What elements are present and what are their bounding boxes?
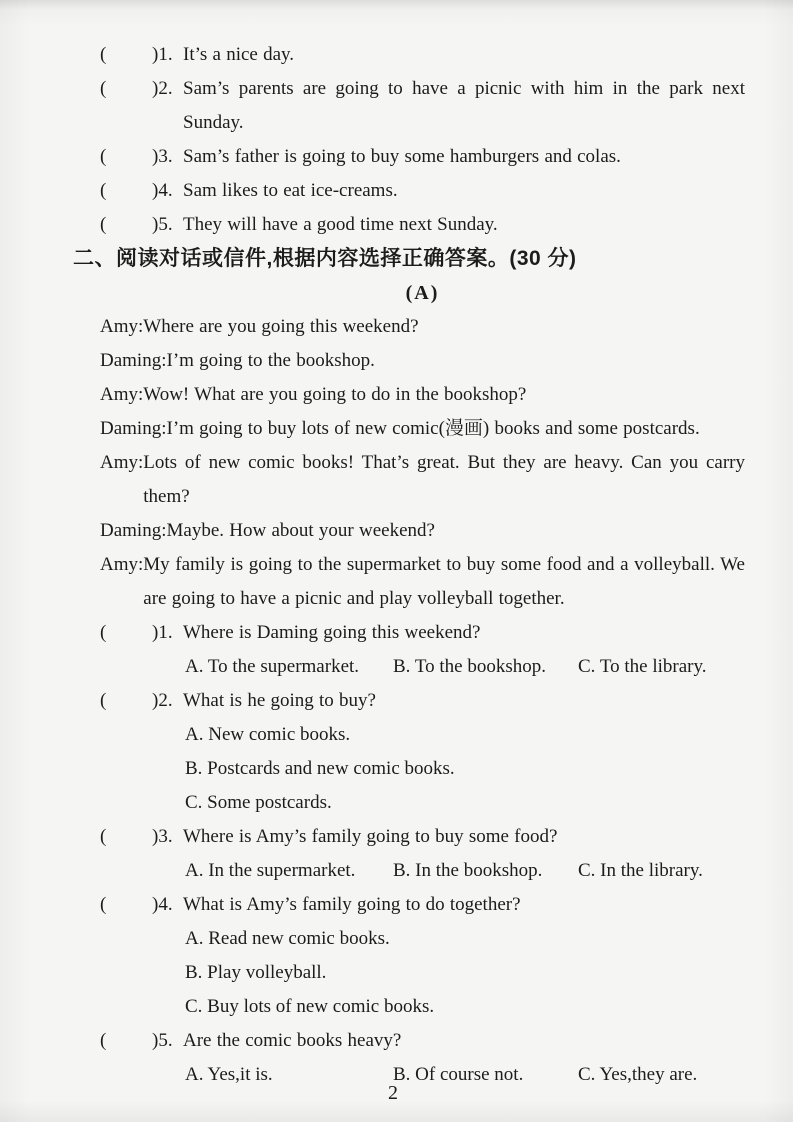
answer-paren-open: ( [100, 44, 107, 65]
answer-option: C. Buy lots of new comic books. [185, 996, 435, 1017]
answer-option: C. To the library. [578, 656, 707, 677]
statement-row [100, 140, 745, 174]
question-row [100, 684, 745, 718]
dialogue-line [100, 514, 745, 548]
statement-text: Sam’s father is going to buy some hamburgers and colas. [183, 146, 621, 167]
answer-option: B. Play volleyball. [185, 962, 327, 983]
answer-option: A. In the supermarket. [185, 860, 356, 881]
speaker-name: Amy: [100, 384, 144, 405]
section-title: 二、阅读对话或信件,根据内容选择正确答案。(30 分) [73, 247, 577, 270]
question-block [100, 888, 745, 1024]
dialogue-line [100, 446, 745, 514]
dialogue-line [100, 310, 745, 344]
speaker-name: Daming: [100, 520, 167, 541]
question-text: Are the comic books heavy? [183, 1030, 402, 1051]
answer-option: A. Read new comic books. [185, 928, 390, 949]
speaker-name: Amy: [100, 316, 144, 337]
speaker-name: Amy: [100, 452, 144, 473]
speaker-name: Amy: [100, 554, 144, 575]
statement-number: )5. [152, 214, 173, 235]
question-number: )3. [152, 826, 173, 847]
answer-paren-open: ( [100, 894, 107, 915]
dialogue-text: Where are you going this weekend? [143, 316, 419, 337]
statement-text: They will have a good time next Sunday. [183, 214, 498, 235]
answer-paren-open: ( [100, 622, 107, 643]
true-false-statement-list [100, 38, 745, 242]
dialogue-text: Lots of new comic books! That’s great. But they are heavy. Can you carry them? [143, 452, 745, 507]
question-number: )1. [152, 622, 173, 643]
speaker-name: Daming: [100, 350, 167, 371]
statement-row [100, 208, 745, 242]
question-row [100, 820, 745, 854]
question-number: )2. [152, 690, 173, 711]
options-row [185, 650, 745, 684]
dialogue-line [100, 344, 745, 378]
answer-paren-open: ( [100, 826, 107, 847]
passage-label: (A) [405, 282, 440, 304]
question-number: )5. [152, 1030, 173, 1051]
answer-paren-open: ( [100, 1030, 107, 1051]
statement-number: )4. [152, 180, 173, 201]
statement-row [100, 38, 745, 72]
dialogue-line [100, 378, 745, 412]
dialogue-text: My family is going to the supermarket to buy some food and a volleyball. We are going to have a picnic and play volleyball together. [143, 554, 745, 609]
question-row [100, 888, 745, 922]
question-text: What is Amy’s family going to do together? [183, 894, 521, 915]
statement-number: )2. [152, 78, 173, 99]
dialogue-line [100, 548, 745, 616]
speaker-name: Daming: [100, 418, 167, 439]
answer-option: B. Of course not. [393, 1064, 524, 1085]
answer-option: C. Some postcards. [185, 792, 332, 813]
answer-option: C. In the library. [578, 860, 703, 881]
question-text: Where is Amy’s family going to buy some food? [183, 826, 558, 847]
dialogue-text: I’m going to the bookshop. [166, 350, 375, 371]
answer-option: B. Postcards and new comic books. [185, 758, 455, 779]
statement-row [100, 72, 745, 140]
answer-option: B. To the bookshop. [393, 656, 546, 677]
question-block [100, 1024, 745, 1092]
answer-option: A. New comic books. [185, 724, 351, 745]
dialogue-list [100, 310, 745, 616]
statement-number: )1. [152, 44, 173, 65]
dialogue-text: I’m going to buy lots of new comic(漫画) books and some postcards. [166, 418, 700, 439]
answer-option: C. Yes,they are. [578, 1064, 698, 1085]
question-block [100, 684, 745, 820]
statement-row [100, 174, 745, 208]
dialogue-text: Wow! What are you going to do in the bookshop? [143, 384, 527, 405]
answer-option: B. In the bookshop. [393, 860, 543, 881]
question-list [100, 616, 745, 1092]
statement-number: )3. [152, 146, 173, 167]
question-block [100, 616, 745, 684]
answer-paren-open: ( [100, 180, 107, 201]
question-text: Where is Daming going this weekend? [183, 622, 481, 643]
answer-option: A. To the supermarket. [185, 656, 360, 677]
question-number: )4. [152, 894, 173, 915]
question-row [100, 1024, 745, 1058]
page-number: 2 [388, 1082, 398, 1104]
answer-paren-open: ( [100, 78, 107, 99]
question-row [100, 616, 745, 650]
question-block [100, 820, 745, 888]
statement-text: Sam’s parents are going to have a picnic with him in the park next Sunday. [183, 78, 745, 133]
dialogue-text: Maybe. How about your weekend? [166, 520, 435, 541]
statement-text: It’s a nice day. [183, 44, 295, 65]
answer-option: A. Yes,it is. [185, 1064, 273, 1085]
dialogue-line [100, 412, 745, 446]
answer-paren-open: ( [100, 146, 107, 167]
options-row [185, 854, 745, 888]
answer-paren-open: ( [100, 690, 107, 711]
options-row [185, 1058, 745, 1092]
answer-paren-open: ( [100, 214, 107, 235]
question-text: What is he going to buy? [183, 690, 376, 711]
statement-text: Sam likes to eat ice-creams. [183, 180, 398, 201]
